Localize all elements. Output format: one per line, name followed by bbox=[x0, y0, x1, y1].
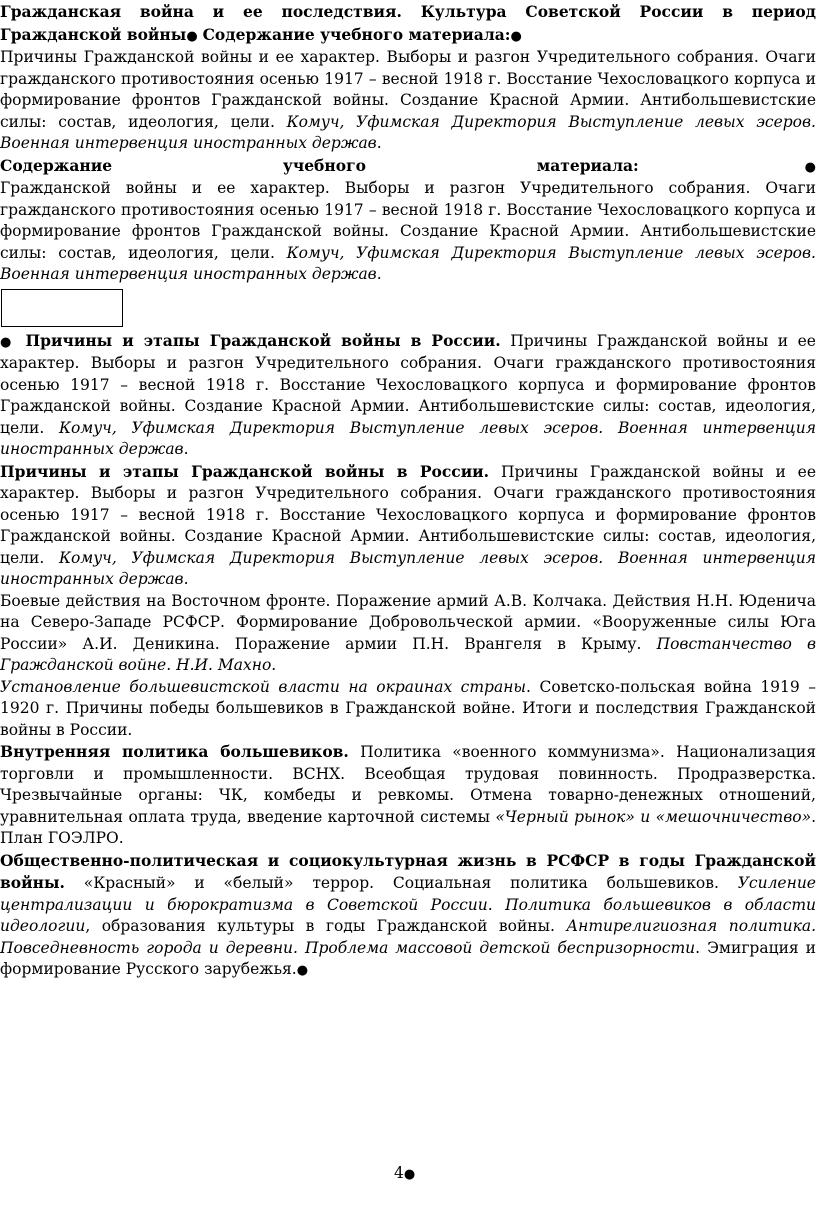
society-paragraph: Общественно-политическая и социокультурная жизнь в РСФСР в годы Гражданской войны. «Красный» и «белый» террор. Социальная политика большевиков. Усиление централизации и бюрократизма в Советской России. Политика большевиков в области идеологии, образования культуры в годы Гражданской войны. Антирелигиозная политика. Повседневность города и деревни. Проблема массовой детской беспризорности. Эмиграция и формирование Русского зарубежья.● bbox=[0, 850, 816, 978]
content-label: Содержание учебного материала: bbox=[202, 24, 511, 44]
establishment-paragraph: Установление большевистской власти на окраинах страны. Советско-польская война 1919 – 1920 г. Причины победы большевиков в Гражданской войне. Итоги и последствия Гражданской войны в России. bbox=[0, 677, 816, 739]
policy-paragraph: Внутренняя политика большевиков. Политика «военного коммунизма». Национализация торговли и промышленности. ВСНХ. Всеобщая трудовая повинность. Продразверстка. Чрезвычайные органы: ЧК, комбеды и ревкомы. Отмена товарно-денежных отношений, уравнительная оплата труда, введение карточной системы «Черный рынок» и «мешочничество». План ГОЭЛРО. bbox=[0, 742, 816, 847]
document-content bbox=[0, 1, 816, 982]
policy-heading: Внутренняя политика большевиков. bbox=[0, 742, 349, 761]
section1-paragraph: ● Причины и этапы Гражданской войны в России. Причины Гражданской войны и ее характер. Выборы и разгон Учредительного собрания. Очаги гражданского противостояния осенью 1917 – весной 1918 г. Восстание Чехословацкого корпуса и формирование фронтов Гражданской войны. Создание Красной Армии. Антибольшевистские силы: состав, идеология, цели. Комуч, Уфимская Директория Выступление левых эсеров. Военная интервенция иностранных держав. bbox=[0, 330, 816, 458]
society-heading: Общественно-политическая и социокультурная жизнь в РСФСР в годы Гражданской войны. bbox=[0, 850, 816, 892]
bullet-icon: ● bbox=[510, 28, 522, 44]
paragraph-block2: Гражданской войны и ее характер. Выборы и разгон Учредительного собрания. Очаги гражданского противостояния осенью 1917 – весной 1918 г. Восстание Чехословацкого корпуса и формирование фронтов Гражданской войны. Создание Красной Армии. Антибольшевистские силы: состав, идеология, цели. Комуч, Уфимская Директория Выступление левых эсеров. Военная интервенция иностранных держав. bbox=[0, 179, 816, 283]
bullet-icon: ● bbox=[638, 159, 816, 175]
bullet-icon: ● bbox=[296, 963, 309, 978]
content-label-line: Содержание учебного материала:● bbox=[0, 155, 816, 175]
section2-heading: Причины и этапы Гражданской войны в России. bbox=[0, 461, 490, 481]
bullet-icon: ● bbox=[0, 334, 16, 350]
paragraph-block1: Причины Гражданской войны и ее характер. Выборы и разгон Учредительного собрания. Очаги гражданского противостояния осенью 1917 – весной 1918 г. Восстание Чехословацкого корпуса и формирование фронтов Гражданской войны. Создание Красной Армии. Антибольшевистские силы: состав, идеология, цели. Комуч, Уфимская Директория Выступление левых эсеров. Военная интервенция иностранных держав. bbox=[0, 48, 816, 152]
bullet-icon: ● bbox=[403, 1167, 416, 1182]
battles-paragraph: Боевые действия на Восточном фронте. Поражение армий А.В. Колчака. Действия Н.Н. Юденича на Северо-Западе РСФСР. Формирование Добровольческой армии. «Вооруженные силы Юга России» А.И. Деникина. Поражение армии П.Н. Врангеля в Крыму. Повстанчество в Гражданской войне. Н.И. Махно. bbox=[0, 591, 816, 674]
bullet-icon: ● bbox=[186, 28, 198, 44]
section2-paragraph: Причины и этапы Гражданской войны в России. Причины Гражданской войны и ее характер. Выборы и разгон Учредительного собрания. Очаги гражданского противостояния осенью 1917 – весной 1918 г. Восстание Чехословацкого корпуса и формирование фронтов Гражданской войны. Создание Красной Армии. Антибольшевистские силы: состав, идеология, цели. Комуч, Уфимская Директория Выступление левых эсеров. Военная интервенция иностранных держав. bbox=[0, 461, 816, 588]
title-text: Гражданская война и ее последствия. Культура Советской России в период Гражданской войны bbox=[0, 2, 816, 44]
document-title bbox=[0, 1, 816, 47]
section1-heading: Причины и этапы Гражданской войны в России. bbox=[25, 330, 501, 350]
empty-box bbox=[1, 289, 123, 327]
page-number: 4● bbox=[394, 1164, 416, 1182]
